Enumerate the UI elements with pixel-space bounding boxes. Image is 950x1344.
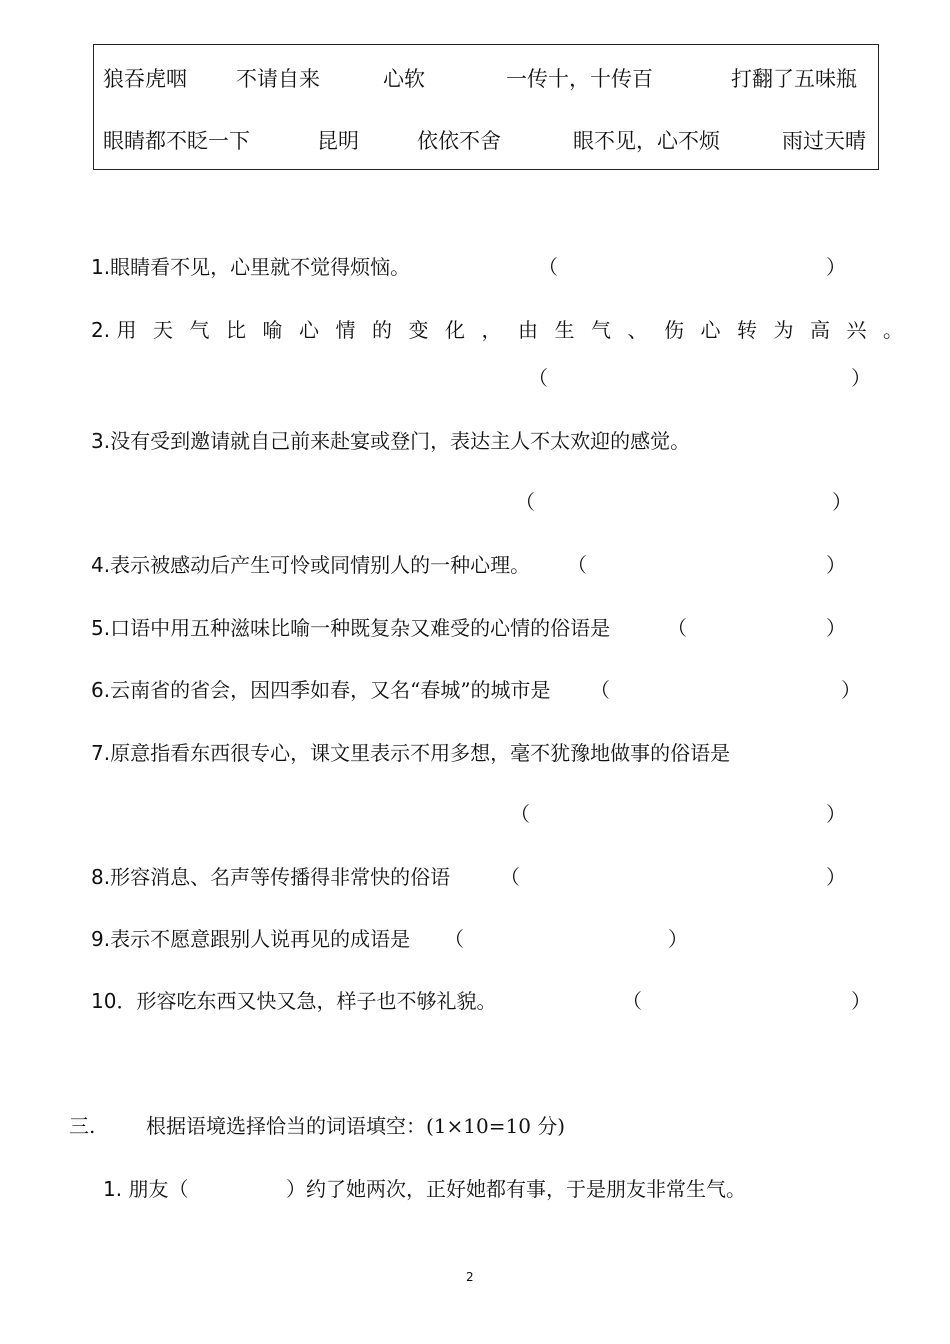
answer-paren-open: （ bbox=[510, 802, 530, 826]
section-number: 三. bbox=[69, 1114, 96, 1138]
answer-paren-close: ） bbox=[826, 865, 846, 889]
question-9: 9.表示不愿意跟别人说再见的成语是 bbox=[91, 927, 411, 951]
page-number: 2 bbox=[466, 1270, 474, 1284]
answer-paren-open: （ bbox=[538, 255, 558, 279]
word-bank-item: 昆明 bbox=[317, 129, 359, 153]
word-bank-item: 打翻了五味瓶 bbox=[731, 67, 857, 91]
question-4: 4.表示被感动后产生可怜或同情别人的一种心理。 bbox=[91, 553, 531, 577]
word-bank-item: 眼不见，心不烦 bbox=[573, 129, 720, 153]
section-title: 根据语境选择恰当的词语填空：(1×10=10 分) bbox=[146, 1114, 566, 1138]
answer-paren-close: ） bbox=[826, 255, 846, 279]
section3-question-1-rest: ）约了她两次，正好她都有事，于是朋友非常生气。 bbox=[286, 1177, 746, 1201]
answer-paren-close: ） bbox=[826, 553, 846, 577]
answer-paren-close: ） bbox=[668, 927, 688, 951]
word-bank-item: 心软 bbox=[383, 67, 425, 91]
answer-paren-close: ） bbox=[826, 616, 846, 640]
question-5: 5.口语中用五种滋味比喻一种既复杂又难受的心情的俗语是 bbox=[91, 616, 611, 640]
word-bank-item: 雨过天晴 bbox=[782, 129, 866, 153]
question-3: 3.没有受到邀请就自己前来赴宴或登门，表达主人不太欢迎的感觉。 bbox=[91, 429, 691, 453]
question-2: 2. 用天气比喻心情的变化，由生气、伤心转为高兴。 bbox=[91, 318, 920, 342]
word-bank-item: 一传十，十传百 bbox=[506, 67, 653, 91]
answer-paren-close: ） bbox=[826, 802, 846, 826]
question-8: 8.形容消息、名声等传播得非常快的俗语 bbox=[91, 865, 451, 889]
answer-paren-close: ） bbox=[841, 678, 861, 702]
answer-paren-close: ） bbox=[851, 989, 871, 1013]
word-bank-item: 不请自来 bbox=[236, 67, 320, 91]
answer-paren-open: （ bbox=[515, 490, 535, 514]
question-10: 10．形容吃东西又快又急，样子也不够礼貌。 bbox=[91, 989, 497, 1013]
word-bank-item: 依依不舍 bbox=[417, 129, 501, 153]
answer-paren-close: ） bbox=[832, 490, 852, 514]
answer-paren-open: （ bbox=[528, 366, 548, 390]
answer-paren-open: （ bbox=[444, 927, 464, 951]
question-7: 7.原意指看东西很专心，课文里表示不用多想，毫不犹豫地做事的俗语是 bbox=[91, 741, 731, 765]
section3-question-1: 1. 朋友（ bbox=[103, 1177, 189, 1201]
question-6: 6.云南省的省会，因四季如春，又名“春城”的城市是 bbox=[91, 678, 551, 702]
answer-paren-open: （ bbox=[667, 616, 687, 640]
answer-paren-close: ） bbox=[851, 366, 871, 390]
answer-paren-open: （ bbox=[590, 678, 610, 702]
word-bank-item: 狼吞虎咽 bbox=[103, 67, 187, 91]
question-1: 1.眼睛看不见，心里就不觉得烦恼。 bbox=[91, 255, 411, 279]
answer-paren-open: （ bbox=[622, 989, 642, 1013]
answer-paren-open: （ bbox=[567, 553, 587, 577]
word-bank-item: 眼睛都不眨一下 bbox=[103, 129, 250, 153]
answer-paren-open: （ bbox=[500, 865, 520, 889]
